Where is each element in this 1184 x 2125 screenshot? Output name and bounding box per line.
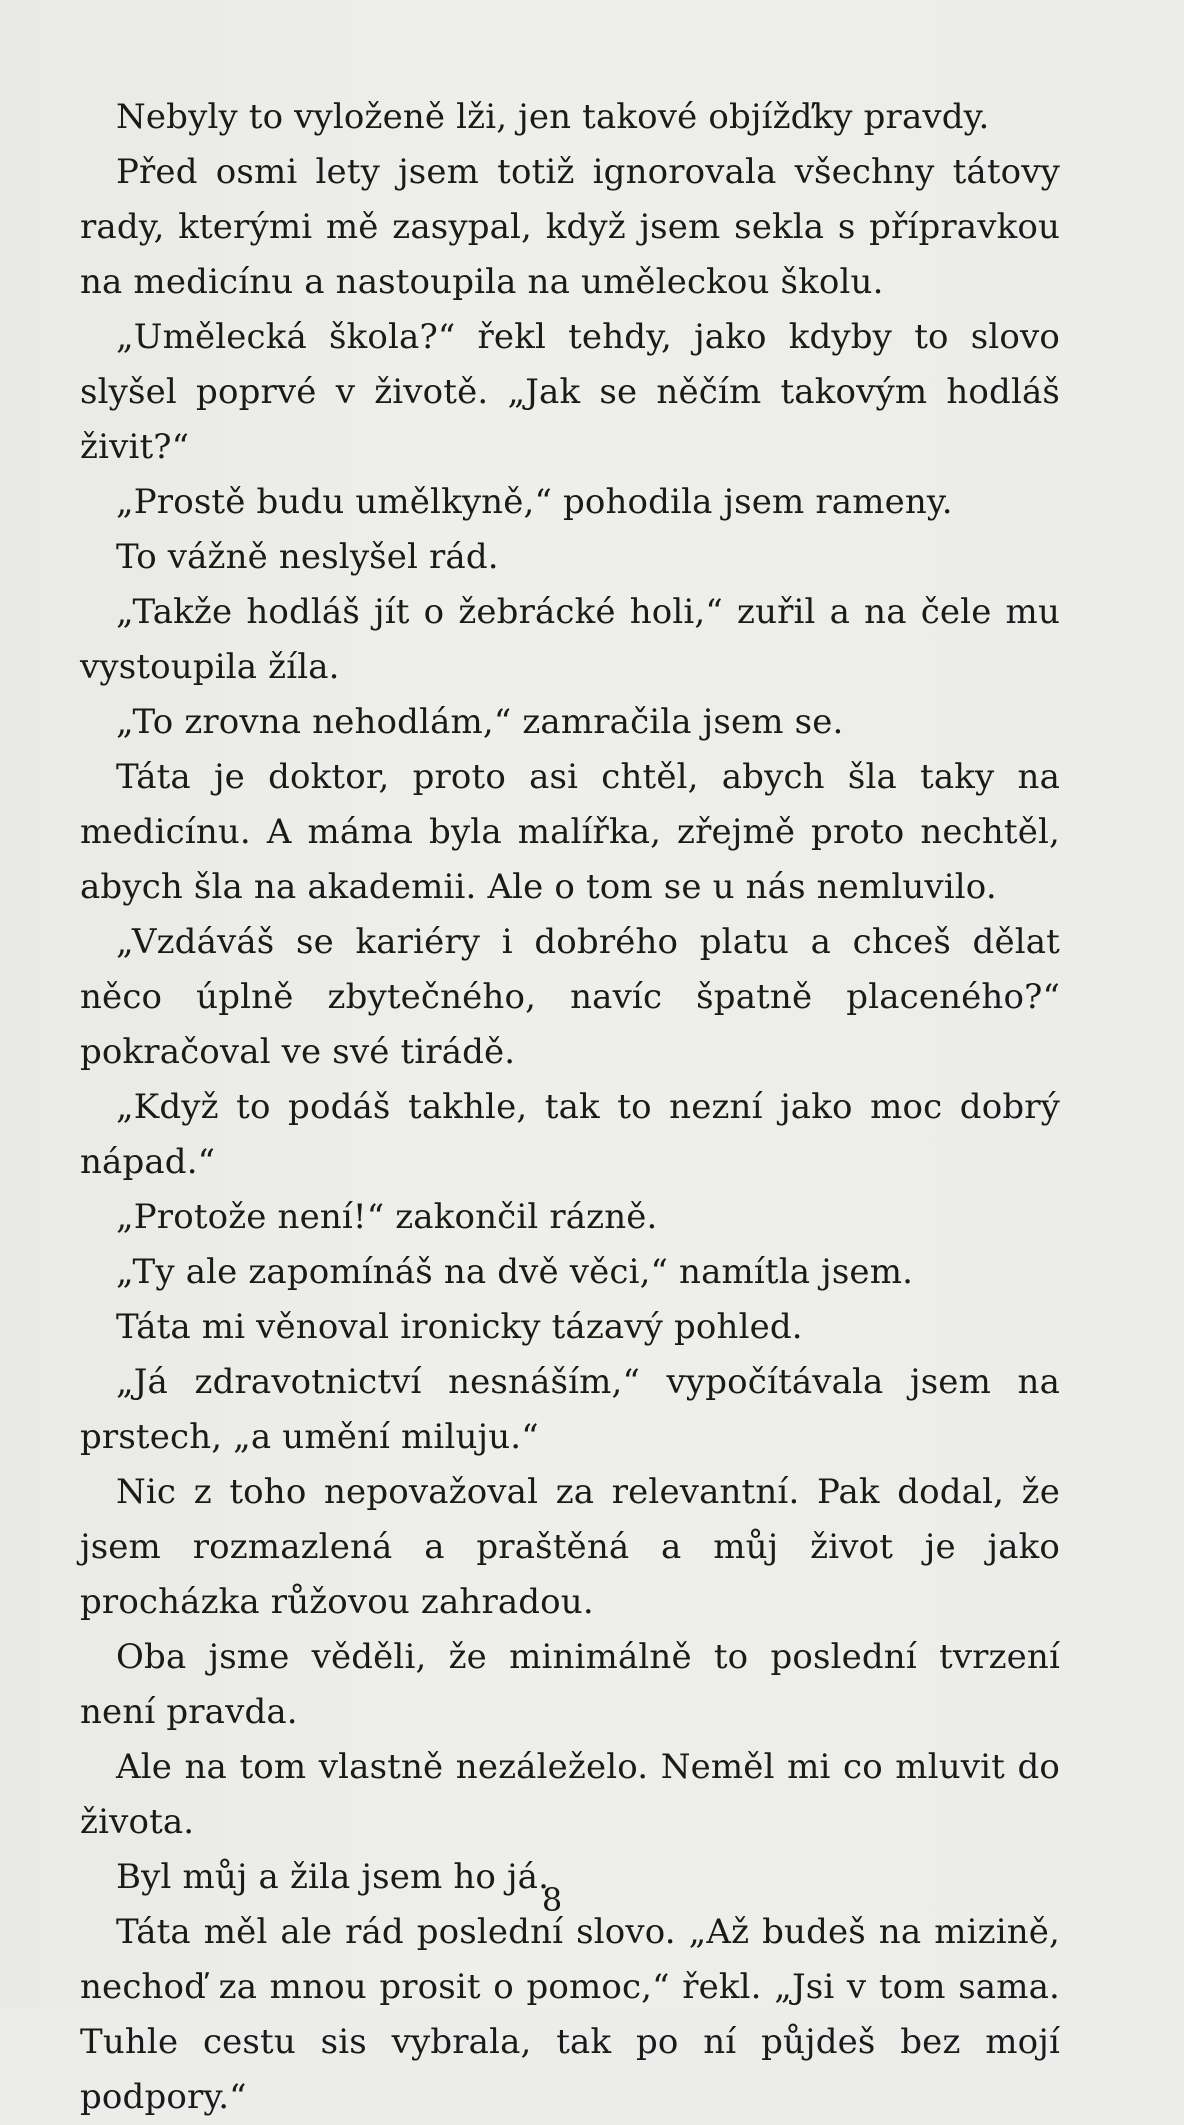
paragraph: Táta měl ale rád poslední slovo. „Až budeš na mizině, nechoď za mnou prosit o pomoc,“ řekl. „Jsi v tom sama. Tuhle cestu sis vybrala, tak po ní půjdeš bez mojí podpory.“	[80, 1912, 1060, 2117]
paragraph: Táta mi věnoval ironicky tázavý pohled.	[116, 1307, 803, 1347]
paragraph: „Takže hodláš jít o žebrácké holi,“ zuřil a na čele mu vystoupila žíla.	[80, 592, 1060, 687]
paragraph: „Umělecká škola?“ řekl tehdy, jako kdyby to slovo slyšel poprvé v životě. „Jak se něčím takovým hodláš živit?“	[80, 317, 1060, 467]
paragraph: „Vzdáváš se kariéry i dobrého platu a chceš dělat něco úplně zbytečného, navíc špatně placeného?“ pokračoval ve své tirádě.	[80, 922, 1060, 1072]
page-number-container	[0, 1880, 1104, 1920]
paragraph: „Když to podáš takhle, tak to nezní jako moc dobrý nápad.“	[80, 1087, 1060, 1182]
paragraph: Nebyly to vyloženě lži, jen takové objížďky pravdy.	[116, 97, 990, 137]
paragraph: „Ty ale zapomínáš na dvě věci,“ namítla jsem.	[116, 1252, 914, 1292]
paragraph: Oba jsme věděli, že minimálně to poslední tvrzení není pravda.	[80, 1637, 1060, 1732]
page-number: 8	[541, 1881, 563, 1919]
paragraph: Nic z toho nepovažoval za relevantní. Pak dodal, že jsem rozmazlená a praštěná a můj život je jako procházka růžovou zahradou.	[80, 1472, 1060, 1622]
paragraph: „Protože není!“ zakončil rázně.	[116, 1197, 658, 1237]
paragraph: „To zrovna nehodlám,“ zamračila jsem se.	[116, 702, 844, 742]
paragraph: „Prostě budu umělkyně,“ pohodila jsem rameny.	[116, 482, 953, 522]
paragraph: To vážně neslyšel rád.	[116, 537, 499, 577]
paragraph: Před osmi lety jsem totiž ignorovala všechny tátovy rady, kterými mě zasypal, když jsem sekla s přípravkou na medicínu a nastoupila na uměleckou školu.	[80, 152, 1060, 302]
paragraph: Byl můj a žila jsem ho já.	[116, 1857, 550, 1897]
paragraph: „Já zdravotnictví nesnáším,“ vypočítávala jsem na prstech, „a umění miluju.“	[80, 1362, 1060, 1457]
paragraph: Táta je doktor, proto asi chtěl, abych šla taky na medicínu. A máma byla malířka, zřejmě proto nechtěl, abych šla na akademii. Ale o tom se u nás nemluvilo.	[80, 757, 1060, 907]
body-text	[80, 90, 1060, 2125]
paragraph: Ale na tom vlastně nezáleželo. Neměl mi co mluvit do života.	[80, 1747, 1060, 1842]
